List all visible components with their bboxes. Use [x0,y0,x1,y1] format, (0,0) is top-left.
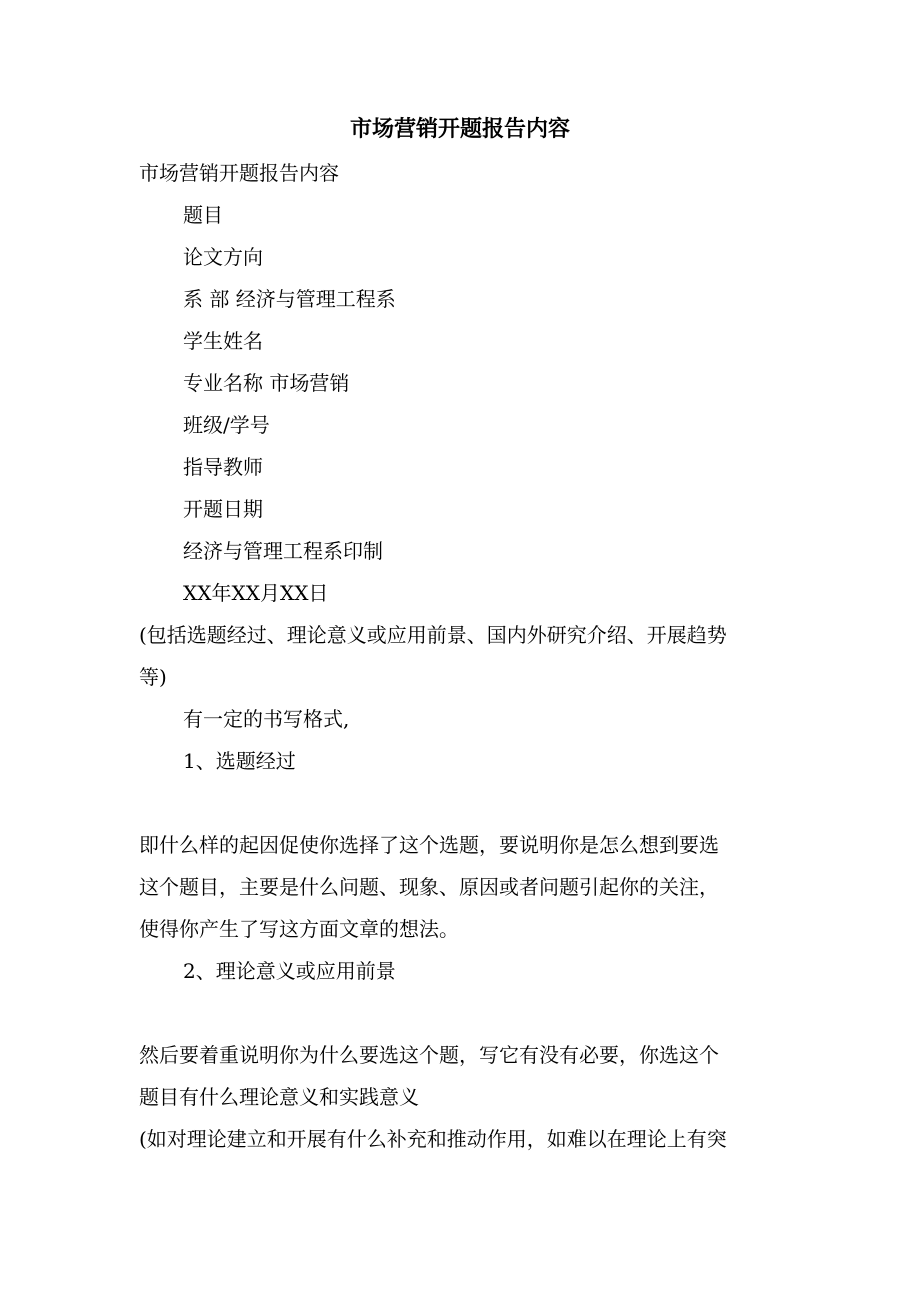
doc-line-scope-1: (包括选题经过、理论意义或应用前景、国内外研究介绍、开展趋势 [139,623,727,647]
doc-line-scope-2: 等) [139,665,167,689]
doc-line-print-date: XX年XX月XX日 [183,581,329,605]
doc-line-major: 专业名称 市场营销 [183,371,350,395]
doc-line-student-name: 学生姓名 [183,329,263,353]
doc-line-department: 系 部 经济与管理工程系 [183,287,396,311]
doc-line-para1-1: 即什么样的起因促使你选择了这个选题，要说明你是怎么想到要选 [139,833,719,857]
doc-line-section-1: 1、选题经过 [183,749,296,773]
doc-line-heading: 市场营销开题报告内容 [139,161,339,185]
doc-line-para2-2: 题目有什么理论意义和实践意义 [139,1085,419,1109]
doc-line-class-id: 班级/学号 [183,413,270,437]
doc-line-printed-by: 经济与管理工程系印制 [183,539,383,563]
doc-line-topic: 题目 [183,203,223,227]
doc-line-para2-3: (如对理论建立和开展有什么补充和推动作用，如难以在理论上有突 [139,1127,727,1151]
doc-line-direction: 论文方向 [183,245,263,269]
doc-line-format: 有一定的书写格式, [183,707,350,731]
doc-line-section-2: 2、理论意义或应用前景 [183,959,396,983]
document-title: 市场营销开题报告内容 [349,116,570,142]
doc-line-para1-2: 这个题目，主要是什么问题、现象、原因或者问题引起你的关注， [139,875,719,899]
doc-line-date: 开题日期 [183,497,263,521]
doc-line-advisor: 指导教师 [183,455,263,479]
doc-line-para2-1: 然后要着重说明你为什么要选这个题，写它有没有必要，你选这个 [139,1043,719,1067]
doc-line-para1-3: 使得你产生了写这方面文章的想法。 [139,917,459,941]
